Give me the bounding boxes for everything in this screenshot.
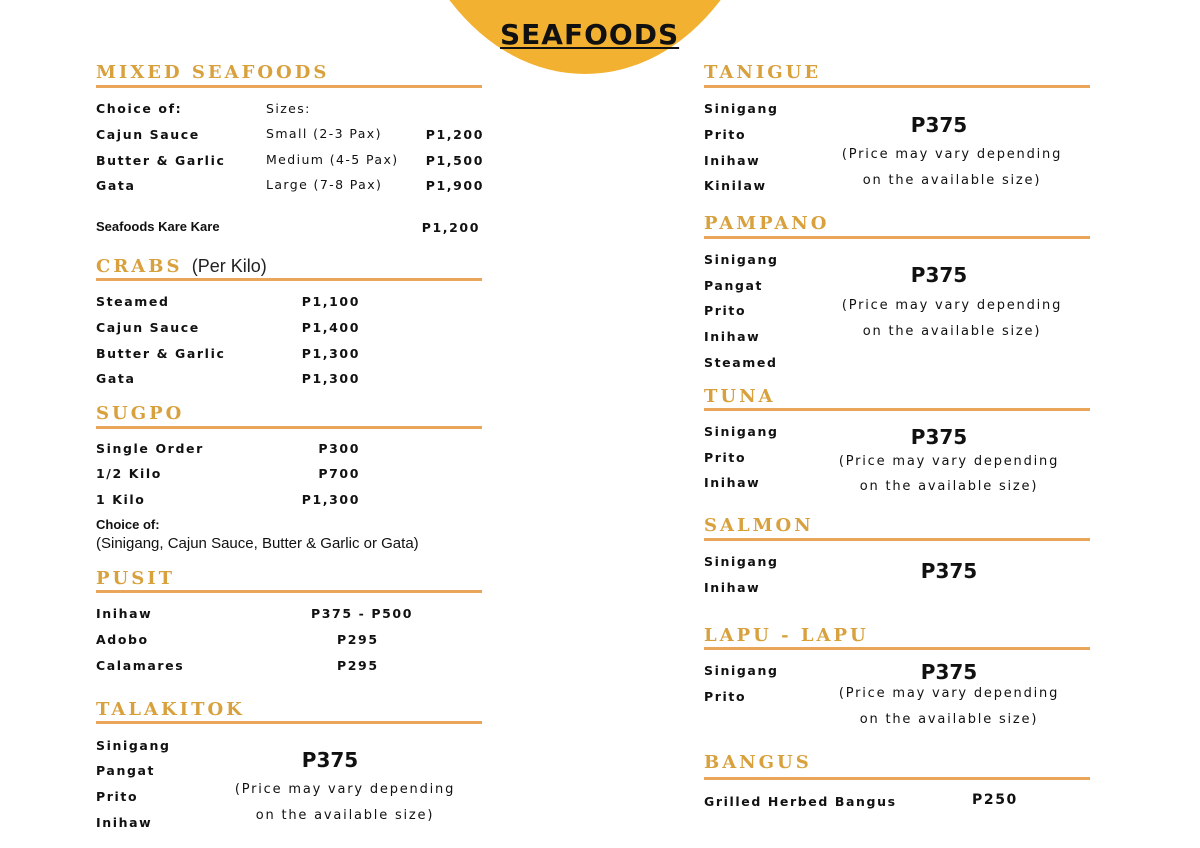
menu-item-name: Calamares (96, 658, 185, 673)
size-price: P1,200 (425, 127, 484, 142)
section-title-tanigue: TANIGUE (704, 62, 822, 83)
section-divider (704, 408, 1090, 411)
price-note: (Price may vary depending (841, 147, 1063, 162)
sizes-label: Sizes: (266, 101, 311, 116)
section-price: P375 (301, 748, 359, 772)
menu-item-name: Inihaw (704, 580, 761, 595)
menu-item-name: Prito (704, 127, 747, 142)
menu-item-price: P295 (337, 658, 379, 673)
menu-item-price: P700 (318, 466, 360, 481)
menu-item-name: Inihaw (704, 153, 761, 168)
menu-item-name: Steamed (96, 294, 170, 309)
section-divider (96, 426, 482, 429)
menu-item-name: Prito (704, 303, 747, 318)
menu-item-price: P250 (972, 792, 1018, 808)
menu-item-price: P1,300 (301, 492, 360, 507)
choice-item: Cajun Sauce (96, 127, 200, 142)
section-divider (96, 85, 482, 88)
size-label: Medium (4-5 Pax) (266, 152, 399, 167)
section-price: P375 (920, 660, 978, 684)
menu-item-name: Inihaw (96, 606, 153, 621)
size-label: Small (2-3 Pax) (266, 126, 382, 141)
sugpo-choice-label: Choice of: (96, 517, 160, 532)
menu-item-name: Inihaw (704, 329, 761, 344)
size-price: P1,900 (425, 178, 484, 193)
choice-item: Butter & Garlic (96, 153, 226, 168)
section-price: P375 (910, 113, 968, 137)
menu-item-name: Butter & Garlic (96, 346, 226, 361)
menu-item-price: P295 (337, 632, 379, 647)
menu-item-name: Adobo (96, 632, 149, 647)
section-divider (704, 236, 1090, 239)
size-price: P1,500 (425, 153, 484, 168)
price-note: on the available size) (255, 808, 435, 823)
crabs-note: (Per Kilo) (191, 256, 267, 276)
section-title-tuna: TUNA (704, 386, 776, 407)
menu-item-name: Sinigang (96, 738, 171, 753)
section-title-pusit: PUSIT (96, 568, 176, 589)
menu-item-name: Inihaw (96, 815, 153, 830)
menu-item-name: Pangat (96, 763, 156, 778)
section-price: P375 (910, 425, 968, 449)
price-note: on the available size) (859, 712, 1039, 727)
menu-item-name: Inihaw (704, 475, 761, 490)
menu-item-price: P300 (318, 441, 360, 456)
menu-item-name: Sinigang (704, 424, 779, 439)
sugpo-choice-text: (Sinigang, Cajun Sauce, Butter & Garlic or Gata) (96, 535, 419, 552)
menu-item-name: Kinilaw (704, 178, 767, 193)
section-title-sugpo: SUGPO (96, 403, 185, 424)
menu-item-name: Grilled Herbed Bangus (704, 794, 897, 809)
section-divider (704, 647, 1090, 650)
section-price: P375 (910, 263, 968, 287)
section-title-bangus: BANGUS (704, 752, 812, 773)
crabs-title: CRABS (96, 256, 183, 277)
menu-item-price: P1,300 (301, 346, 360, 361)
menu-item-price: P1,300 (301, 371, 360, 386)
menu-item-name: Sinigang (704, 663, 779, 678)
section-title-crabs (96, 256, 267, 277)
menu-item-name: Sinigang (704, 554, 779, 569)
section-price: P375 (920, 559, 978, 583)
section-title-salmon: SALMON (704, 515, 814, 536)
menu-item-name: Prito (704, 689, 747, 704)
section-divider (704, 538, 1090, 541)
menu-item-price: P1,400 (301, 320, 360, 335)
menu-item-name: Sinigang (704, 252, 779, 267)
menu-item-price: P375 - P500 (311, 606, 413, 621)
menu-item-name: Steamed (704, 355, 778, 370)
menu-item-name: 1/2 Kilo (96, 466, 162, 481)
section-title-talakitok: TALAKITOK (96, 699, 245, 720)
menu-item-name: Pangat (704, 278, 764, 293)
price-note: (Price may vary depending (234, 782, 456, 797)
section-title-lapu-lapu: LAPU - LAPU (704, 625, 869, 646)
menu-item-name: Prito (704, 450, 747, 465)
price-note: (Price may vary depending (838, 686, 1060, 701)
section-divider (96, 278, 482, 281)
menu-item-name: Single Order (96, 441, 204, 456)
section-divider (704, 777, 1090, 780)
section-divider (96, 590, 482, 593)
price-note: (Price may vary depending (838, 454, 1060, 469)
section-divider (96, 721, 482, 724)
menu-item-name: Cajun Sauce (96, 320, 200, 335)
page-title: SEAFOODS (500, 18, 680, 51)
menu-item-name: Prito (96, 789, 139, 804)
price-note: on the available size) (862, 173, 1042, 188)
section-title-mixed-seafoods: MIXED SEAFOODS (96, 62, 330, 83)
kare-kare-price: P1,200 (421, 220, 480, 235)
menu-item-price: P1,100 (301, 294, 360, 309)
section-title-pampano: PAMPANO (704, 213, 830, 234)
menu-item-name: Gata (96, 371, 136, 386)
menu-item-name: 1 Kilo (96, 492, 146, 507)
price-note: on the available size) (862, 324, 1042, 339)
choice-item: Gata (96, 178, 136, 193)
price-note: (Price may vary depending (841, 298, 1063, 313)
menu-item-name: Sinigang (704, 101, 779, 116)
size-label: Large (7-8 Pax) (266, 177, 383, 192)
price-note: on the available size) (859, 479, 1039, 494)
kare-kare-label: Seafoods Kare Kare (96, 219, 220, 234)
choice-label: Choice of: (96, 101, 183, 116)
section-divider (704, 85, 1090, 88)
